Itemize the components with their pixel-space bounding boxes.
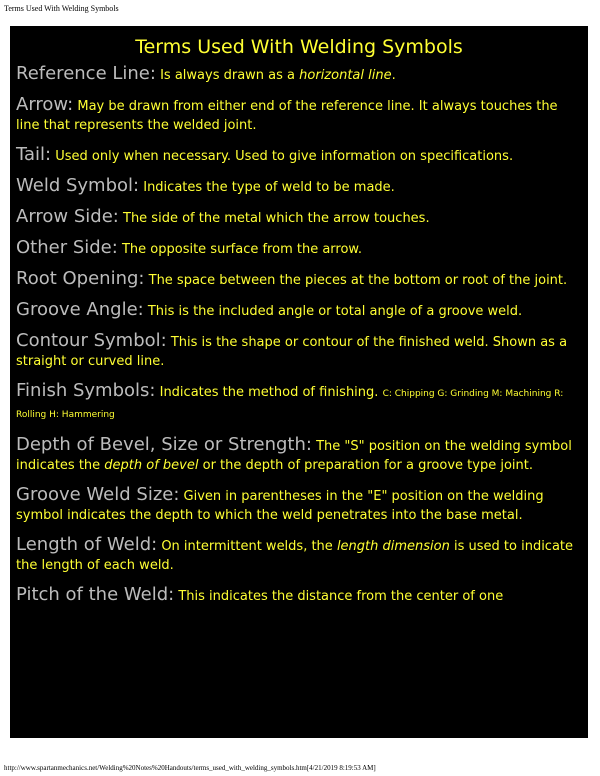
term-definition-end: or the depth of preparation for a groove type joint. xyxy=(198,458,533,473)
term-definition: Used only when necessary. Used to give information on specifications. xyxy=(55,149,514,164)
term-other-side xyxy=(10,238,588,259)
term-definition: The side of the metal which the arrow touches. xyxy=(123,211,430,226)
term-root-opening xyxy=(10,269,588,290)
term-contour-symbol xyxy=(10,331,588,371)
term-definition-end: is used to indicate the length of each weld. xyxy=(16,539,574,573)
term-definition-emphasis: length dimension xyxy=(336,539,450,554)
term-name: Arrow Side: xyxy=(16,206,119,227)
finish-codes: C: Chipping G: Grinding M: Machining R: Rolling H: Hammering xyxy=(16,389,564,420)
term-name: Pitch of the Weld: xyxy=(16,584,175,605)
term-definition: This is the shape or contour of the finished weld. Shown as a straight or curved line. xyxy=(16,335,568,369)
term-name: Arrow: xyxy=(16,94,74,115)
term-definition: Given in parentheses in the "E" position on the welding symbol indicates the depth to which the weld penetrates into the base metal. xyxy=(16,489,544,523)
term-definition: The opposite surface from the arrow. xyxy=(121,242,362,257)
term-name: Tail: xyxy=(16,144,52,165)
slide xyxy=(10,26,588,738)
term-arrow-side xyxy=(10,207,588,228)
term-reference-line xyxy=(10,64,588,85)
term-definition: Indicates the method of finishing. xyxy=(159,385,379,400)
term-definition: The space between the pieces at the bottom or root of the joint. xyxy=(148,273,568,288)
term-finish-symbols xyxy=(10,381,588,425)
term-depth-of-bevel xyxy=(10,435,588,475)
term-name: Depth of Bevel, Size or Strength: xyxy=(16,434,312,455)
slide-title: Terms Used With Welding Symbols xyxy=(135,36,463,58)
term-tail xyxy=(10,145,588,166)
term-name: Contour Symbol: xyxy=(16,330,167,351)
term-definition: Is always drawn as a xyxy=(160,68,300,83)
term-name: Root Opening: xyxy=(16,268,145,289)
term-length-of-weld xyxy=(10,535,588,575)
term-definition: May be drawn from either end of the reference line. It always touches the line that represents the welded joint. xyxy=(16,99,558,133)
term-name: Groove Angle: xyxy=(16,299,144,320)
term-pitch-of-weld xyxy=(10,585,588,606)
term-definition: The "S" position on the welding symbol indicates the xyxy=(16,439,572,473)
term-definition-emphasis: depth of bevel xyxy=(104,458,199,473)
term-name: Groove Weld Size: xyxy=(16,484,180,505)
term-definition: This is the included angle or total angle of a groove weld. xyxy=(147,304,523,319)
page-footer-url: http://www.spartanmechanics.net/Welding%20Notes%20Handouts/terms_used_with_welding_symbols.htm[4/21/2019 8:19:53 AM] xyxy=(4,764,376,772)
term-name: Reference Line: xyxy=(16,63,156,84)
term-arrow xyxy=(10,95,588,135)
term-name: Weld Symbol: xyxy=(16,175,140,196)
term-groove-weld-size xyxy=(10,485,588,525)
term-groove-angle xyxy=(10,300,588,321)
term-definition: This indicates the distance from the center of one xyxy=(178,589,504,604)
page-header: Terms Used With Welding Symbols xyxy=(4,4,119,13)
term-definition: Indicates the type of weld to be made. xyxy=(143,180,395,195)
term-definition-end: . xyxy=(391,68,396,83)
term-definition-emphasis: horizontal line xyxy=(299,68,392,83)
term-name: Length of Weld: xyxy=(16,534,158,555)
term-definition: On intermittent welds, the xyxy=(161,539,337,554)
term-weld-symbol xyxy=(10,176,588,197)
term-name: Other Side: xyxy=(16,237,118,258)
term-name: Finish Symbols: xyxy=(16,380,156,401)
